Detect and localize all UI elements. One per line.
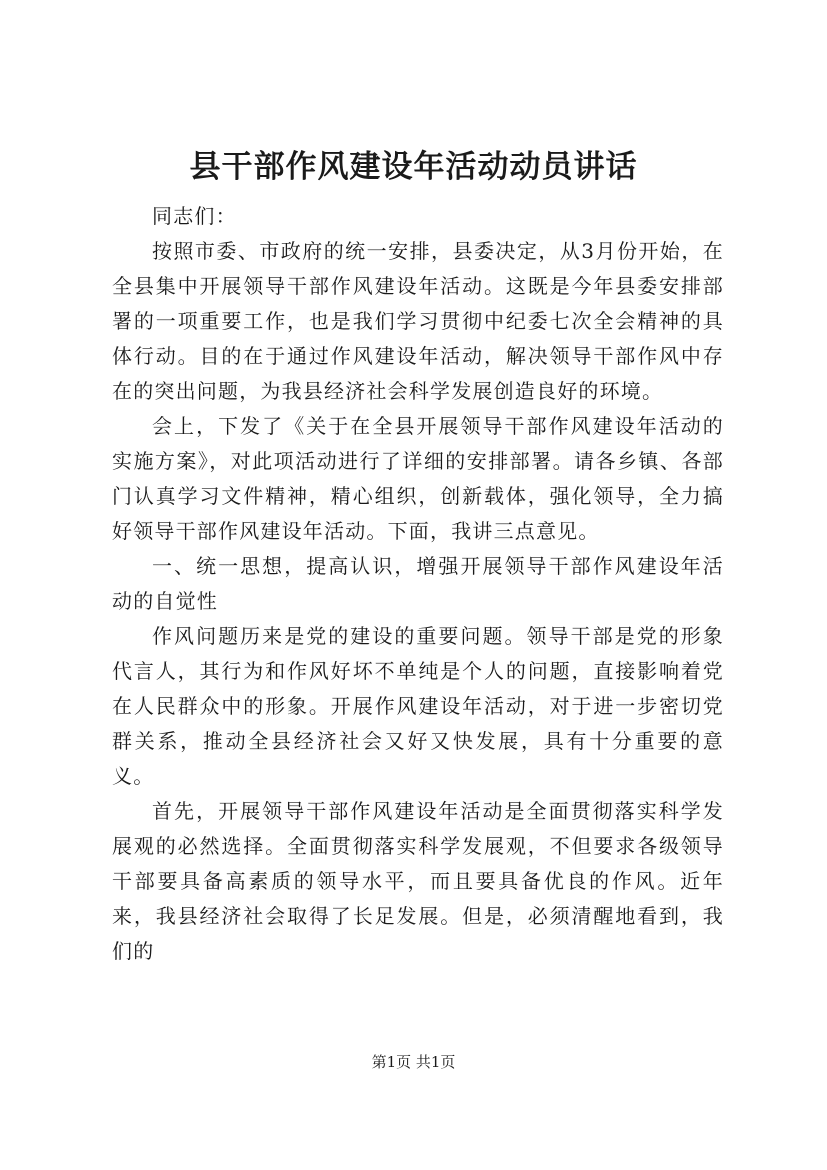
salutation: 同志们：	[152, 204, 237, 228]
paragraph-1: 按照市委、市政府的统一安排，县委决定，从3月份开始，在全县集中开展领导干部作风建设年活动。这既是今年县委安排部署的一项重要工作，也是我们学习贯彻中纪委七次全会精神的具体行动。目的在于通过作风建设年活动，解决领导干部作风中存在的突出问题，为我县经济社会科学发展创造良好的环境。	[112, 239, 724, 403]
document-title: 县干部作风建设年活动动员讲话	[189, 149, 638, 185]
paragraph-3: 作风问题历来是党的建设的重要问题。领导干部是党的形象代言人，其行为和作风好坏不单纯是个人的问题，直接影响着党在人民群众中的形象。开展作风建设年活动，对于进一步密切党群关系，推动全县经济社会又好又快发展，具有十分重要的意义。	[112, 624, 724, 788]
paragraph-2: 会上，下发了《关于在全县开展领导干部作风建设年活动的实施方案》，对此项活动进行了详细的安排部署。请各乡镇、各部门认真学习文件精神，精心组织，创新载体，强化领导，全力搞好领导干部作风建设年活动。下面，我讲三点意见。	[112, 414, 724, 543]
section-heading-1: 一、统一思想，提高认识，增强开展领导干部作风建设年活动的自觉性	[112, 554, 724, 613]
paragraph-4: 首先，开展领导干部作风建设年活动是全面贯彻落实科学发展观的必然选择。全面贯彻落实科学发展观，不但要求各级领导干部要具备高素质的领导水平，而且要具备优良的作风。近年来，我县经济社会取得了长足发展。但是，必须清醒地看到，我们的	[112, 799, 724, 963]
page-footer: 第1页 共1页	[371, 1053, 456, 1071]
document-body	[112, 199, 724, 969]
